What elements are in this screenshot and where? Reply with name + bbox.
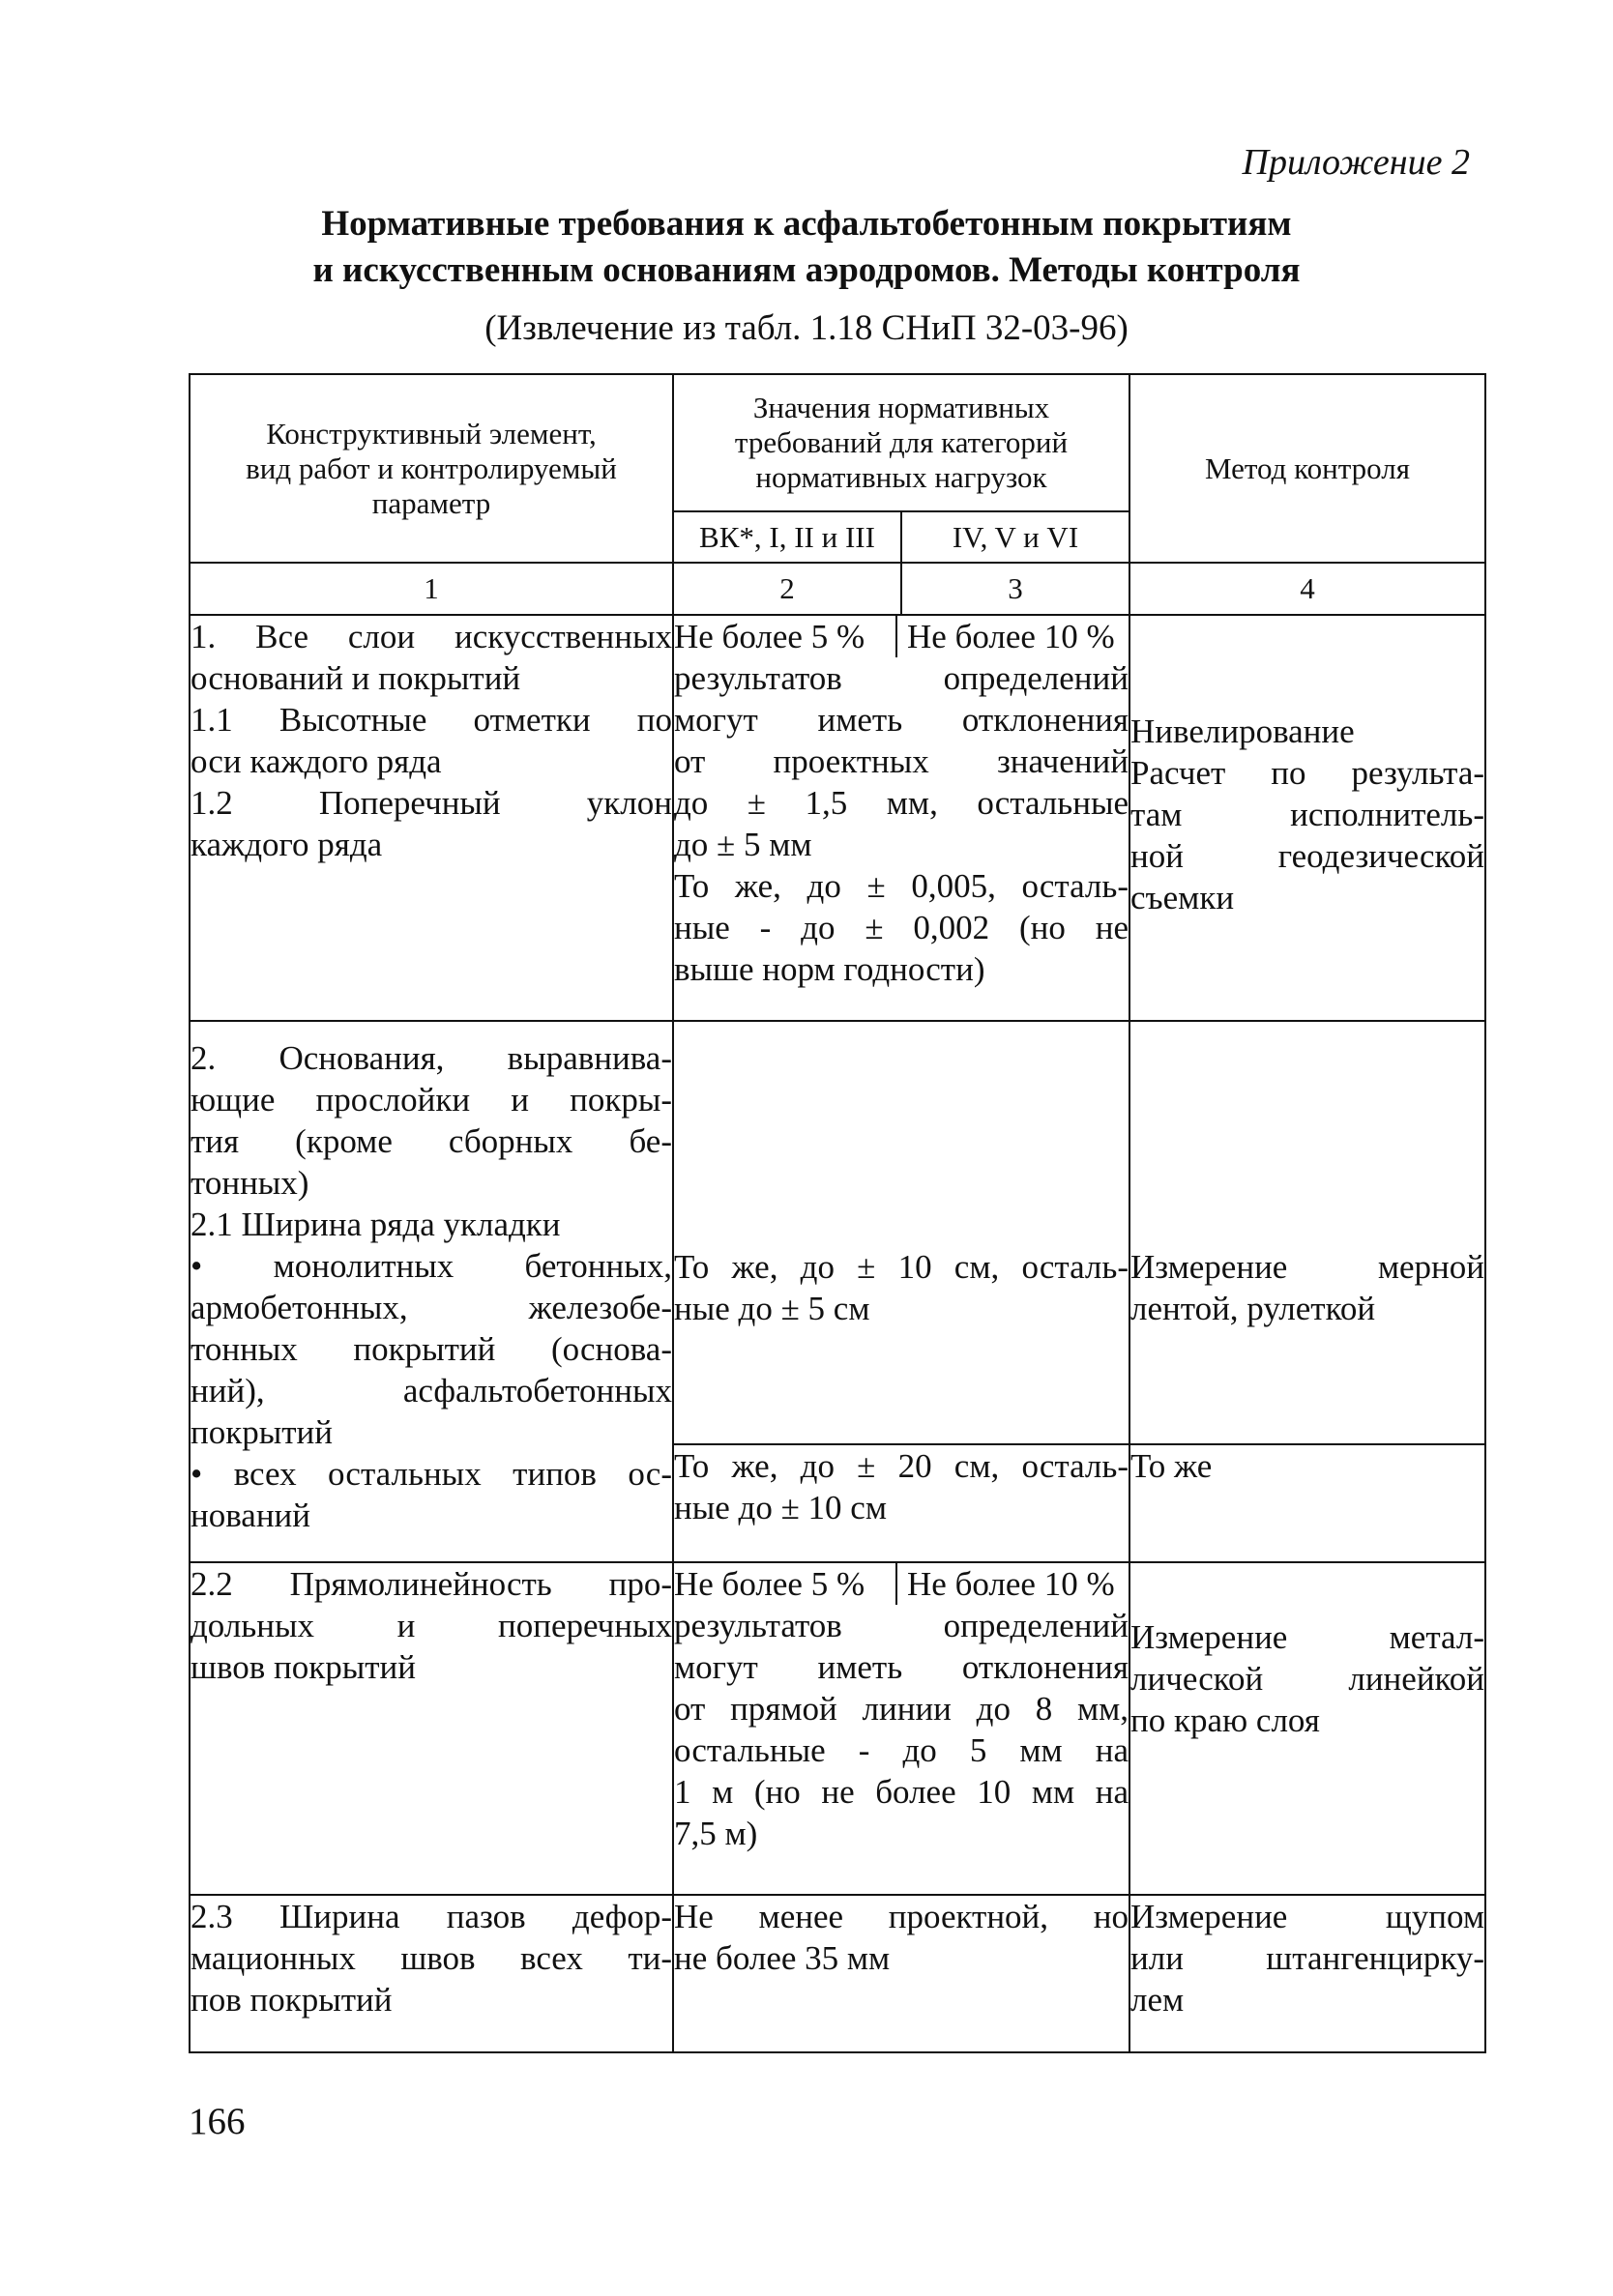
appendix-label: Приложение 2 <box>1242 142 1470 183</box>
column-number-1: 1 <box>190 563 673 615</box>
value-cell: Не менее проектной, но не более 35 мм <box>673 1895 1129 2052</box>
category-split: Не более 5 % Не более 10 % <box>674 616 1129 657</box>
value-cell: То же, до ± 20 см, осталь- ные до ± 10 см <box>673 1444 1129 1562</box>
title-line-1: Нормативные требования к асфальтобетонным покрытиям <box>321 204 1292 244</box>
column-number-2: 2 <box>673 563 901 615</box>
value-cell: Не более 5 % Не более 10 % результатов определений могут иметь отклонения от прямой линии до 8 мм, остальные - до 5 мм на 1 м (но не более 10 мм на 7,5 м) <box>673 1562 1129 1895</box>
method-cell: Измерение щупом или штангенцирку- лем <box>1129 1895 1485 2052</box>
header-values: Значения нормативных требований для категорий нормативных нагрузок <box>673 374 1129 511</box>
header-category-a: ВК*, I, II и III <box>673 511 901 563</box>
method-cell: Измерение мерной лентой, рулеткой <box>1129 1021 1485 1444</box>
requirements-table <box>189 373 1486 2053</box>
column-number-4: 4 <box>1129 563 1485 615</box>
table-row <box>190 1021 1485 1444</box>
value-cell: То же, до ± 10 см, осталь- ные до ± 5 см <box>673 1021 1129 1444</box>
table-row <box>190 615 1485 1021</box>
table-row <box>190 1895 1485 2052</box>
method-cell: Измерение метал- лической линейкой по краю слоя <box>1129 1562 1485 1895</box>
method-cell: То же <box>1129 1444 1485 1562</box>
category-split: Не более 5 % Не более 10 % <box>674 1563 1129 1605</box>
param-cell: 2. Основания, выравнива- ющие прослойки и покры- тия (кроме сборных бе- тонных) 2.1 Ширина ряда укладки • монолитных бетонных, армобетонных, железобе- тонных покрытий (основа- ний), асфальтобетонных покрытий • всех остальных типов ос- нований <box>190 1021 673 1562</box>
param-cell: 2.3 Ширина пазов дефор- мационных швов всех ти- пов покрытий <box>190 1895 673 2052</box>
table-row <box>190 1562 1485 1895</box>
method-cell: Нивелирование Расчет по результа- там исполнитель- ной геодезической съемки <box>1129 615 1485 1021</box>
value-cell: Не более 5 % Не более 10 % результатов определений могут иметь отклонения от проектных значений до ± 1,5 мм, остальные до ± 5 мм То же, до ± 0,005, осталь- ные - до ± 0,002 (но не выше норм годности) <box>673 615 1129 1021</box>
header-category-b: IV, V и VI <box>901 511 1129 563</box>
param-cell: 2.2 Прямолинейность про- дольных и поперечных швов покрытий <box>190 1562 673 1895</box>
column-number-3: 3 <box>901 563 1129 615</box>
page-number: 166 <box>189 2101 246 2142</box>
subtitle: (Извлечение из табл. 1.18 СНиП 32-03-96) <box>484 308 1129 348</box>
param-cell: 1. Все слои искусственных оснований и покрытий 1.1 Высотные отметки по оси каждого ряда 1.2 Поперечный уклон каждого ряда <box>190 615 673 1021</box>
header-method: Метод контроля <box>1129 374 1485 563</box>
title-line-2: и искусственным основаниям аэродромов. Методы контроля <box>312 250 1301 290</box>
header-param: Конструктивный элемент, вид работ и контролируемый параметр <box>190 374 673 563</box>
